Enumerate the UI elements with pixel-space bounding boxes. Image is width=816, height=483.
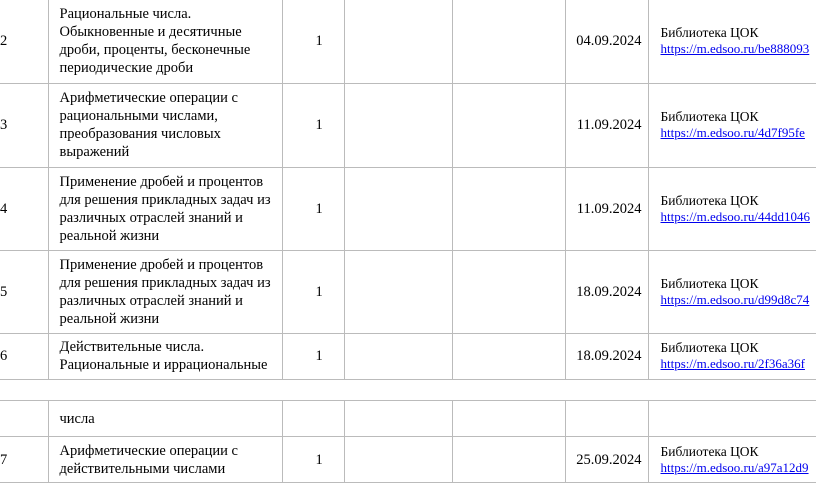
library-link[interactable]: https://m.edsoo.ru/be888093: [661, 41, 816, 57]
library-link[interactable]: https://m.edsoo.ru/a97a12d9: [661, 460, 816, 476]
empty-cell: [282, 401, 344, 437]
lesson-date: 04.09.2024: [565, 0, 648, 83]
lesson-hours: 1: [282, 167, 344, 250]
empty-cell: [0, 401, 48, 437]
table-row: [0, 83, 816, 167]
library-link[interactable]: https://m.edsoo.ru/4d7f95fe: [661, 125, 816, 141]
row-number: 3: [0, 83, 48, 167]
empty-cell: [648, 401, 816, 437]
empty-cell: [452, 401, 565, 437]
empty-cell: [344, 437, 452, 483]
lesson-date: 25.09.2024: [565, 437, 648, 483]
empty-cell: [344, 401, 452, 437]
empty-cell: [452, 0, 565, 83]
table-row: [0, 401, 816, 437]
lesson-date: 18.09.2024: [565, 250, 648, 333]
lesson-date: 11.09.2024: [565, 83, 648, 167]
empty-cell: [344, 333, 452, 379]
library-label: Библиотека ЦОК: [661, 340, 816, 356]
table-row: [0, 250, 816, 333]
library-cell: [648, 0, 816, 83]
library-label: Библиотека ЦОК: [661, 276, 816, 292]
table-row: [0, 0, 816, 83]
lesson-hours: 1: [282, 333, 344, 379]
table-row: [0, 167, 816, 250]
lesson-hours: 1: [282, 250, 344, 333]
library-label: Библиотека ЦОК: [661, 444, 816, 460]
empty-cell: [452, 83, 565, 167]
lesson-topic: Действительные числа. Рациональные и иррациональные: [48, 333, 282, 379]
library-link[interactable]: https://m.edsoo.ru/44dd1046: [661, 209, 816, 225]
lesson-date: 18.09.2024: [565, 333, 648, 379]
lesson-topic: Рациональные числа. Обыкновенные и десятичные дроби, проценты, бесконечные периодические дроби: [48, 0, 282, 83]
library-cell: [648, 437, 816, 483]
lesson-topic: Арифметические операции с рациональными числами, преобразования числовых выражений: [48, 83, 282, 167]
row-number: 5: [0, 250, 48, 333]
library-label: Библиотека ЦОК: [661, 25, 816, 41]
library-cell: [648, 250, 816, 333]
empty-cell: [452, 250, 565, 333]
empty-cell: [344, 0, 452, 83]
row-number: 2: [0, 0, 48, 83]
library-cell: [648, 167, 816, 250]
lesson-topic: Применение дробей и процентов для решения прикладных задач из различных отраслей знаний и реальной жизни: [48, 167, 282, 250]
library-label: Библиотека ЦОК: [661, 193, 816, 209]
row-number: 7: [0, 437, 48, 483]
row-number: 4: [0, 167, 48, 250]
table-row: [0, 333, 816, 379]
empty-cell: [452, 333, 565, 379]
lesson-hours: 1: [282, 83, 344, 167]
row-number: 6: [0, 333, 48, 379]
library-label: Библиотека ЦОК: [661, 109, 816, 125]
library-cell: [648, 83, 816, 167]
table-row: [0, 437, 816, 483]
empty-cell: [452, 167, 565, 250]
lesson-hours: 1: [282, 0, 344, 83]
lesson-hours: 1: [282, 437, 344, 483]
lesson-topic: Арифметические операции с действительными числами: [48, 437, 282, 483]
empty-cell: [452, 437, 565, 483]
lesson-topic-continuation: числа: [48, 401, 282, 437]
empty-cell: [344, 250, 452, 333]
lesson-date: 11.09.2024: [565, 167, 648, 250]
library-link[interactable]: https://m.edsoo.ru/d99d8c74: [661, 292, 816, 308]
library-cell: [648, 333, 816, 379]
lesson-topic: Применение дробей и процентов для решения прикладных задач из различных отраслей знаний и реальной жизни: [48, 250, 282, 333]
lesson-table-continued: [0, 400, 816, 483]
empty-cell: [565, 401, 648, 437]
empty-cell: [344, 83, 452, 167]
library-link[interactable]: https://m.edsoo.ru/2f36a36f: [661, 356, 816, 372]
empty-cell: [344, 167, 452, 250]
